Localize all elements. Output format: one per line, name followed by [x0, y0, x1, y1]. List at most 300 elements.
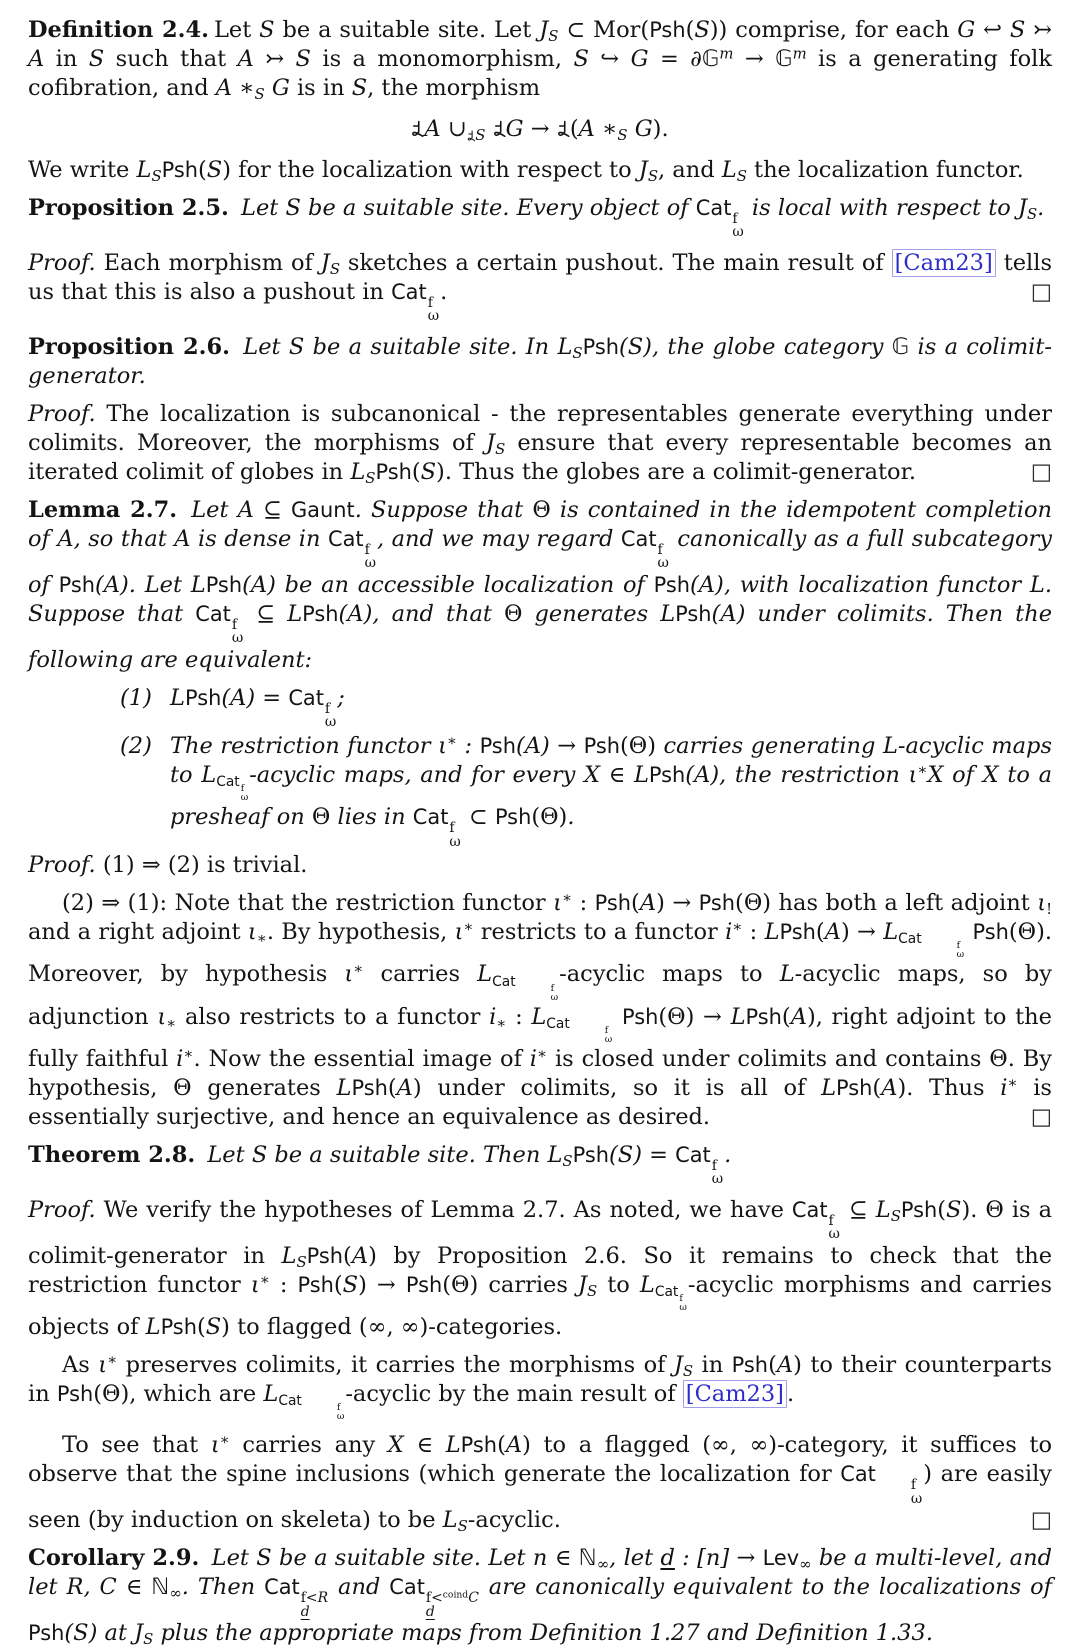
citation-link[interactable]: [Cam23]	[683, 1380, 787, 1408]
proof-2-8-paragraph-1	[28, 1196, 1052, 1342]
text-run: ↣	[253, 46, 296, 72]
text-run: S	[88, 46, 105, 72]
text-run: d	[425, 1603, 435, 1620]
text-run: the localization functor.	[746, 157, 1024, 183]
paragraph-we-write	[28, 156, 1052, 185]
text-run: f	[910, 1477, 917, 1494]
text-run: Θ	[532, 496, 551, 523]
text-run: 𝔾	[701, 46, 720, 72]
text-run: canonically as a full subcategory of	[28, 525, 1052, 598]
text-run: ω	[240, 792, 249, 804]
sup-sub-stack	[732, 210, 744, 241]
text-run: G	[957, 17, 976, 43]
text-run: m	[792, 44, 807, 63]
text-run: L	[442, 1507, 458, 1534]
text-run: , and	[657, 157, 722, 183]
text-run: i	[489, 1003, 497, 1030]
text-run: is closed under colimits and contains Θ. By hypothesis, Θ generates	[28, 1045, 1052, 1101]
text-run: Psh	[297, 1272, 334, 1297]
sup-sub-stack	[427, 294, 440, 325]
text-run: ω	[828, 1226, 840, 1243]
text-run: ω	[679, 1302, 687, 1314]
text-run: f	[449, 819, 455, 836]
text-run: Psh	[779, 920, 816, 945]
text-run: A	[424, 116, 441, 142]
text-run: Lemma 2.7.	[28, 496, 178, 523]
text-run: ⊂ Mor(	[558, 17, 650, 43]
text-run: S	[288, 333, 305, 360]
text-run: A	[639, 890, 657, 917]
text-run: A	[237, 496, 254, 523]
text-run: S	[205, 1314, 222, 1341]
text-run: (	[387, 1074, 397, 1101]
text-run: (	[569, 116, 579, 142]
text-run: i	[725, 919, 733, 946]
text-run: ∗	[259, 1270, 270, 1289]
text-run: ∗	[183, 1044, 194, 1063]
text-run: A	[396, 1074, 413, 1101]
text-run: Cat	[288, 685, 324, 710]
text-run: ∗	[732, 917, 743, 936]
text-run: A	[230, 684, 247, 711]
text-run: Cat	[492, 973, 516, 990]
text-run: ι	[1037, 890, 1047, 917]
text-run: 𝔾	[891, 333, 910, 360]
text-run: (	[242, 571, 251, 598]
text-run: ω	[364, 555, 376, 572]
text-run: We write	[28, 157, 137, 183]
text-run: L	[136, 157, 152, 183]
text-run: L	[660, 600, 676, 627]
text-run: S	[254, 85, 265, 104]
text-run: (	[515, 732, 525, 759]
text-run: Cat	[791, 1197, 828, 1222]
text-run: S	[342, 1271, 359, 1298]
text-run: S	[151, 167, 162, 186]
text-run: (	[497, 1432, 506, 1459]
text-run: S	[1026, 205, 1038, 224]
text-run: J	[673, 1352, 683, 1379]
text-run: S	[495, 440, 506, 459]
sup-sub-stack	[877, 1479, 922, 1506]
text-run: in	[693, 1352, 732, 1379]
definition-2-4	[28, 16, 1052, 103]
sup-sub-stack	[231, 616, 244, 647]
text-run: !	[1046, 900, 1053, 919]
text-run: ∗	[1007, 1073, 1018, 1092]
text-run: :	[456, 732, 480, 759]
text-run: Proof.	[28, 1196, 96, 1223]
text-run: ↣	[1025, 17, 1053, 43]
text-run: A	[790, 1003, 807, 1030]
text-run: ) for the localization with respect to	[222, 157, 639, 183]
text-run: A	[505, 1432, 523, 1459]
text-run: (	[343, 1242, 352, 1269]
text-run: Let	[204, 1545, 257, 1572]
text-run: .	[724, 1141, 732, 1168]
text-run: S	[548, 27, 559, 46]
text-run: L	[190, 571, 206, 598]
text-run: (Θ)	[620, 732, 657, 759]
proof-2-8-paragraph-3	[28, 1431, 1052, 1535]
text-run: . By hypothesis,	[266, 919, 455, 946]
text-run: (	[198, 157, 207, 183]
text-run: -acyclic by the main result of	[345, 1381, 683, 1408]
text-run	[485, 116, 492, 142]
text-run: is a colimit-generator.	[28, 333, 1052, 389]
text-run: Cat	[840, 1462, 876, 1487]
text-run: Lev	[762, 1546, 800, 1571]
text-run: f	[828, 1212, 834, 1229]
text-run: Cat	[264, 1575, 300, 1600]
text-run: S	[259, 17, 275, 43]
math-group	[898, 929, 965, 961]
text-run: to a presheaf on	[170, 761, 1052, 831]
text-run: m	[719, 44, 734, 63]
text-run: S	[420, 458, 437, 485]
qed-box: □	[1030, 458, 1052, 485]
text-run: ι	[250, 1271, 260, 1298]
text-run: .	[1037, 195, 1045, 221]
text-run: Each morphism of	[95, 249, 321, 276]
text-run: ∪	[440, 116, 467, 142]
text-run: and	[329, 1574, 390, 1601]
theorem-2-8	[28, 1141, 1052, 1187]
text-run: (	[815, 919, 825, 946]
text-run: ι	[210, 1432, 220, 1459]
text-run: G	[271, 75, 290, 101]
text-run: L	[336, 1074, 352, 1101]
text-run: S	[736, 167, 747, 186]
text-run: ).	[652, 116, 669, 142]
text-run: ⊆	[840, 1196, 876, 1223]
text-run: is a monomorphism,	[310, 46, 574, 72]
text-run: S	[206, 157, 223, 183]
text-run: ) by Proposition 2.6. So it remains to check that the restriction functor	[28, 1242, 1053, 1298]
text-run: Cat	[675, 1142, 711, 1167]
qed-box: □	[1030, 278, 1052, 305]
text-run: Proof.	[28, 852, 96, 879]
text-run: f	[550, 982, 555, 994]
text-run: A	[720, 600, 737, 627]
text-run: n	[532, 1545, 548, 1572]
sup-sub-stack	[679, 1295, 687, 1313]
text-run: Psh	[405, 1272, 443, 1297]
sup-sub-stack	[517, 982, 559, 1003]
text-run: ensure that every representable becomes an iterated colimit of globes in	[28, 429, 1052, 485]
text-run: Psh	[594, 891, 632, 916]
text-run: f	[240, 783, 245, 795]
text-run: (	[711, 600, 721, 627]
text-run: Psh	[649, 18, 686, 42]
text-run: →	[733, 46, 776, 72]
text-run: (	[338, 600, 348, 627]
text-run: L	[721, 157, 737, 183]
text-run: (	[608, 1141, 618, 1168]
text-run: ∗	[107, 1350, 118, 1369]
text-run: .	[440, 278, 448, 305]
text-run: S	[946, 1196, 962, 1223]
sup-sub-stack	[241, 785, 249, 803]
text-run: X	[927, 761, 944, 788]
text-run: S	[572, 344, 583, 363]
text-run: A	[824, 919, 841, 946]
text-run: A	[237, 46, 254, 72]
text-run: (	[872, 1074, 882, 1101]
text-run: S	[73, 1620, 89, 1647]
text-run: is a generating folk cofibration, and	[28, 46, 1052, 101]
text-run: ω	[732, 224, 744, 241]
text-run: ∗	[232, 75, 255, 101]
text-run: ), with localization functor	[715, 571, 1030, 598]
text-run: Psh	[900, 1197, 938, 1222]
qed-box: □	[1030, 1103, 1052, 1130]
text-run: -acyclic morphisms and carries objects of	[28, 1271, 1052, 1341]
text-run: ) under colimits, so it is all of	[412, 1074, 822, 1101]
text-run: ∗	[256, 929, 267, 948]
text-run: Proof.	[28, 249, 96, 276]
text-run: A	[347, 600, 364, 627]
text-run: ω	[231, 630, 244, 647]
text-run: restricts to a functor	[473, 919, 726, 946]
text-run: ω	[336, 1411, 345, 1423]
text-run: (	[333, 1271, 343, 1298]
proposition-2-6	[28, 333, 1052, 391]
qed-box: □	[1030, 1507, 1052, 1534]
text-run: L	[445, 1432, 461, 1459]
text-run: :	[742, 919, 765, 946]
text-run: S	[329, 260, 340, 279]
text-run: ) →	[358, 1271, 406, 1298]
text-run: Psh	[745, 1004, 782, 1029]
text-run: ω	[910, 1490, 923, 1507]
proof-2-5	[28, 249, 1052, 324]
sup-sub-stack	[828, 1212, 840, 1243]
text-run: ι	[157, 1003, 167, 1030]
sup-sub-stack	[301, 1592, 328, 1619]
text-run: tells us that this is also a pushout in	[28, 249, 1052, 305]
text-run: ι	[247, 919, 257, 946]
text-run: ω	[324, 714, 337, 731]
text-run: X	[387, 1432, 404, 1459]
text-run: Psh	[972, 920, 1009, 945]
yoneda-symbol-icon	[493, 115, 506, 144]
text-run: (	[64, 1620, 74, 1647]
text-run: ∗	[463, 917, 474, 936]
citation-link[interactable]: [Cam23]	[892, 249, 996, 277]
text-run: (	[618, 333, 628, 360]
text-run: (1) ⇒ (2) is trivial.	[95, 852, 308, 879]
text-run: Psh	[58, 572, 95, 597]
text-run: (	[631, 890, 640, 917]
text-run: A	[578, 116, 595, 142]
text-run: A	[694, 761, 711, 788]
lemma-2-7-item-2	[28, 732, 1052, 849]
text-run: ι	[454, 919, 464, 946]
text-run: L	[263, 1381, 279, 1408]
text-run: f	[956, 940, 961, 952]
lemma-2-7-item-1	[28, 684, 1052, 730]
text-run: ∈	[116, 1574, 152, 1601]
text-run: n	[705, 1545, 721, 1572]
text-run: ). Thus the globes are a colimit-generator.	[436, 458, 917, 485]
text-run: L	[779, 961, 795, 988]
text-run: G	[634, 116, 653, 142]
math-group	[216, 772, 249, 804]
text-run: has both a left adjoint	[771, 890, 1038, 917]
text-run: A	[351, 1242, 369, 1269]
text-run: ℕ	[578, 1545, 597, 1572]
text-run: : [	[674, 1545, 706, 1572]
text-run: Psh	[653, 572, 691, 597]
text-run: ∈	[599, 761, 634, 788]
sup-sub-stack	[425, 1589, 479, 1620]
text-run: ω	[449, 833, 461, 850]
text-run: To see that	[62, 1432, 211, 1459]
text-run: Let	[182, 496, 238, 523]
text-run: ∞	[596, 1555, 610, 1574]
text-run: C	[468, 1590, 479, 1607]
text-run: A	[28, 46, 45, 72]
text-run: A	[698, 571, 716, 598]
math-group	[546, 1014, 613, 1045]
text-run: A	[215, 75, 233, 101]
text-run: A	[250, 571, 268, 598]
text-run: :	[269, 1271, 298, 1298]
corollary-2-9	[28, 1544, 1052, 1648]
text-run: be a multi-level, and let	[28, 1545, 1052, 1601]
text-run: ι	[438, 732, 447, 759]
yoneda-symbol-icon	[411, 115, 424, 144]
sup-sub-stack	[303, 1404, 345, 1422]
text-run: S	[573, 46, 589, 72]
text-run: J	[486, 429, 496, 456]
text-run: S	[351, 75, 368, 101]
text-run: Gaunt	[290, 497, 355, 522]
text-run: , the morphism	[367, 75, 541, 101]
text-run: Psh	[375, 459, 412, 484]
text-run: ∗	[166, 1013, 177, 1032]
text-run: ) to their counterparts in	[28, 1352, 1052, 1408]
text-run: ∗	[536, 1044, 548, 1063]
text-run: Cat	[389, 1575, 425, 1600]
text-run: , so that	[73, 525, 175, 552]
text-run: i	[1000, 1074, 1008, 1101]
text-run: ∈	[547, 1545, 579, 1572]
text-run: X	[583, 761, 600, 788]
text-run: Psh	[836, 1075, 873, 1100]
text-run: Psh	[494, 805, 532, 830]
text-run: be a suitable site. Let	[274, 17, 540, 43]
text-run: S	[587, 1282, 598, 1301]
proof-2-8-paragraph-2	[28, 1351, 1052, 1422]
proof-2-7-paragraph-1	[28, 851, 1052, 880]
text-run: , and we may regard	[376, 525, 621, 552]
text-run: S	[475, 126, 486, 145]
text-run: →	[523, 116, 557, 142]
text-run: L	[883, 919, 899, 946]
text-run: L	[547, 1141, 563, 1168]
text-run: in	[44, 46, 89, 72]
text-run: A	[881, 1074, 898, 1101]
text-run: Psh	[56, 1382, 94, 1407]
text-run: f	[711, 1157, 717, 1174]
text-run: Cat	[695, 196, 732, 220]
text-run: Definition 2.4.	[28, 17, 209, 43]
text-run: Corollary 2.9.	[28, 1545, 200, 1572]
text-run: L	[730, 1003, 746, 1030]
text-run: J	[134, 1620, 144, 1647]
text-run: Cat	[327, 526, 364, 551]
text-run: ∗	[496, 1013, 507, 1032]
text-run: S	[627, 333, 644, 360]
text-run: The restriction functor	[170, 732, 439, 759]
text-run: G	[630, 46, 649, 72]
text-run: ) to a flagged (∞, ∞)-category, it suffices to observe that the spine inclusions (which generate the localization for	[28, 1432, 1052, 1488]
text-run: L	[287, 600, 303, 627]
text-run: :	[506, 1003, 532, 1030]
text-run: is in	[289, 75, 352, 101]
math-group	[492, 972, 559, 1003]
text-run: Psh	[351, 1075, 388, 1100]
text-run: be a suitable site. In	[304, 333, 558, 360]
text-run: R, C	[66, 1574, 117, 1601]
text-run: S	[694, 17, 710, 43]
text-run: J	[577, 1271, 587, 1298]
text-run: -acyclic maps, and for every	[249, 761, 584, 788]
text-run: -acyclic maps to	[559, 961, 780, 988]
text-run: is contained in the idempotent completion of	[28, 496, 1052, 552]
text-run: Psh	[731, 1353, 769, 1378]
text-run: ↩	[975, 17, 1010, 43]
text-run: ∗	[594, 116, 618, 142]
text-run: A	[776, 1352, 794, 1379]
text-run: ω	[427, 308, 440, 325]
text-run: (	[690, 571, 699, 598]
proof-2-6	[28, 400, 1052, 487]
text-run: S	[251, 1141, 268, 1168]
text-run: Psh	[621, 1004, 659, 1029]
text-run: ∗	[219, 1430, 230, 1449]
displayed-equation	[28, 115, 1052, 144]
text-run: :	[572, 890, 595, 917]
text-run: to	[597, 1271, 640, 1298]
text-run: be a suitable site. Then	[267, 1141, 548, 1168]
text-run: (Θ)	[531, 804, 568, 831]
text-run: ) under colimits. Then the following are equivalent:	[28, 600, 1053, 673]
text-run: i	[176, 1045, 184, 1072]
text-run: S	[562, 1152, 573, 1171]
text-run: Let	[200, 1141, 252, 1168]
text-run: ι	[908, 761, 918, 788]
text-run: ). Θ is a colimit-generator in	[28, 1196, 1052, 1269]
text-run: Psh	[28, 1621, 65, 1646]
text-run: 𝔾	[775, 46, 793, 72]
text-run: f	[364, 541, 370, 558]
text-run: L	[1029, 571, 1045, 598]
text-run: X	[982, 761, 999, 788]
text-run: ⊆	[253, 496, 291, 523]
text-run: A	[174, 525, 191, 552]
text-run: (2) ⇒ (1): Note that the restriction functor	[62, 890, 554, 917]
text-run: Psh	[302, 601, 339, 626]
text-run: ∗	[917, 760, 928, 779]
text-run: ) are easily seen (by induction on skeleta) to be	[28, 1461, 1052, 1534]
text-run: coind	[442, 1589, 469, 1601]
text-run: (	[685, 761, 695, 788]
text-run: sketches a certain pushout. The main result of	[339, 249, 892, 276]
text-run: f	[427, 294, 433, 311]
